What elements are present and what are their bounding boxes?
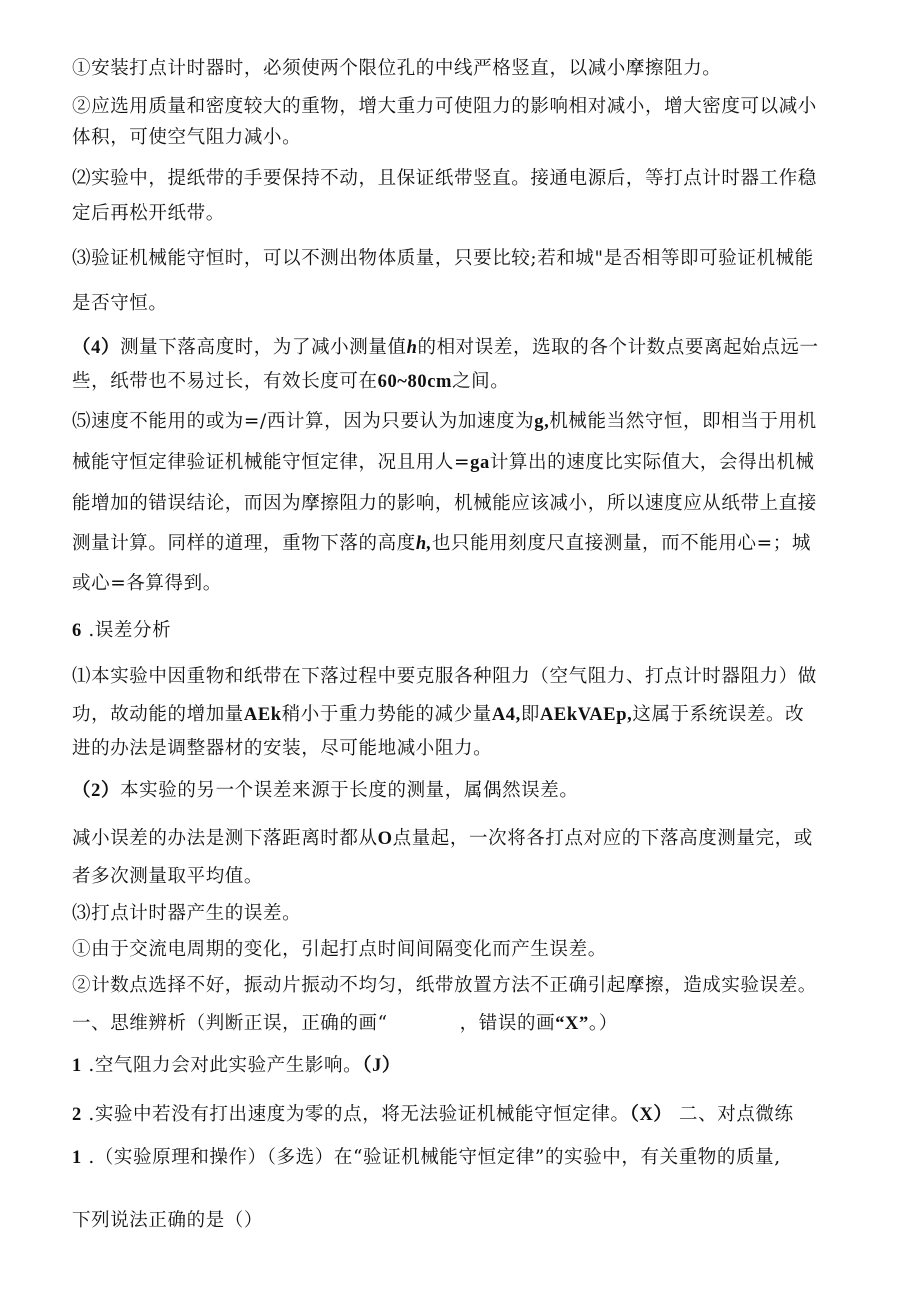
text-line: ⑶打点计时器产生的误差。 <box>72 903 302 924</box>
text-line: 是否守恒。 <box>72 293 168 314</box>
text-line <box>72 532 811 556</box>
bold-value: A4, <box>491 705 521 725</box>
text-run: ⑸速度不能用的或为=/西计算，因为只要认为加速度为 <box>72 411 535 432</box>
text-line: 下列说法正确的是（） <box>72 1210 264 1231</box>
text-line: 能增加的错误结论，而因为摩擦阻力的影响，机械能应该减小，所以速度应从纸带上直接 <box>72 493 817 514</box>
text-run: 减小误差的办法是测下落距离时都从 <box>72 828 378 849</box>
text-run: 的相对误差，选取的各个计数点要离起始点远一 <box>417 337 819 358</box>
text-line: ②应选用质量和密度较大的重物，增大重力可使阻力的影响相对减小，增大密度可以减小 <box>72 96 817 117</box>
text-line: ②计数点选择不好，振动片振动不均匀，纸带放置方法不正确引起摩擦，造成实验误差。 <box>72 975 817 996</box>
text-run: 些，纸带也不易过长，有效长度可在 <box>72 371 378 392</box>
text-line <box>72 410 817 434</box>
text-run: 点量起，一次将各打点对应的下落高度测量完，或 <box>392 828 813 849</box>
section-heading <box>72 619 171 643</box>
question-text: .实验中若没有打出速度为零的点，将无法验证机械能守恒定律。 <box>81 1104 630 1125</box>
text-line: ①由于交流电周期的变化，引起打点时间间隔变化而产生误差。 <box>72 939 607 960</box>
text-line: 体积，可使空气阻力减小。 <box>72 127 302 148</box>
answer-mark: （J） <box>362 1056 402 1076</box>
bold-value: “X” <box>555 1014 589 1034</box>
text-run: 。） <box>588 1013 618 1034</box>
bold-value: AEk <box>243 705 282 725</box>
item-number: （4） <box>72 338 121 358</box>
text-line: 定后再松开纸带。 <box>72 203 225 224</box>
math-symbol: h, <box>415 534 432 554</box>
text-run: 本实验的另一个误差来源于长度的测量，属偶然误差。 <box>120 780 579 801</box>
text-run: 这属于系统误差。改 <box>632 704 805 725</box>
text-run: ，错误的画 <box>459 1013 556 1034</box>
text-line: ⑴本实验中因重物和纸带在下落过程中要克服各种阻力（空气阻力、打点计时器阻力）做 <box>72 666 817 687</box>
text-line <box>72 370 509 394</box>
text-line: ⑶验证机械能守恒时，可以不测出物体质量，只要比较;若和城"是否相等即可验证机械能 <box>72 248 814 269</box>
text-line <box>72 827 813 851</box>
section-number: 6 <box>72 621 82 641</box>
bold-value: O <box>377 829 393 849</box>
item-number: （2） <box>72 781 121 801</box>
question-item <box>72 1054 401 1078</box>
math-symbol: h <box>406 338 418 358</box>
text-run: 稍小于重力势能的减少量 <box>281 704 492 725</box>
text-run: 即 <box>520 704 540 725</box>
question-number: 1 <box>72 1056 82 1076</box>
text-run: 测量下落高度时，为了减小测量值 <box>120 337 407 358</box>
text-line <box>72 451 815 475</box>
text-run: 一、思维辨析（判断正误，正确的画“ <box>72 1013 388 1034</box>
text-run: 也只能用刻度尺直接测量，而不能用心=；城 <box>431 533 811 554</box>
question-text: .（实验原理和操作）（多选）在“验证机械能守恒定律”的实验中，有关重物的质量, <box>81 1147 781 1168</box>
text-run: 之间。 <box>452 371 510 392</box>
text-line: ⑵实验中，提纸带的手要保持不动，且保证纸带竖直。接通电源后，等打点计时器工作稳 <box>72 168 817 189</box>
text-line: 进的办法是调整器材的安装，尽可能地减小阻力。 <box>72 738 493 759</box>
section-title: .误差分析 <box>81 620 172 641</box>
text-line: ①安装打点计时器时，必须使两个限位孔的中线严格竖直，以减小摩擦阻力。 <box>72 58 722 79</box>
text-line: 或心=各算得到。 <box>72 573 222 594</box>
text-run: 功，故动能的增加量 <box>72 704 244 725</box>
question-item <box>72 1146 781 1170</box>
bold-value: AEkVAEp, <box>539 705 633 725</box>
text-run: 计算出的速度比实际值大，会得出机械 <box>489 452 815 473</box>
text-line: 者多次测量取平均值。 <box>72 866 264 887</box>
bold-value: ga <box>470 453 490 473</box>
text-line <box>72 703 804 727</box>
exercise-heading <box>72 1012 618 1036</box>
text-run: 测量计算。同样的道理，重物下落的高度 <box>72 533 416 554</box>
text-run: 械能守恒定律验证机械能守恒定律，况且用人= <box>72 452 471 473</box>
question-text: .空气阻力会对此实验产生影响。 <box>81 1055 363 1076</box>
text-run: 机械能当然守恒，即相当于用机 <box>549 411 817 432</box>
answer-mark: （X） <box>629 1105 673 1125</box>
bold-value: g, <box>534 412 550 432</box>
question-item <box>72 1103 794 1127</box>
text-run: 二、对点微练 <box>672 1104 794 1125</box>
question-number: 2 <box>72 1105 82 1125</box>
text-line <box>72 336 819 360</box>
question-number: 1 <box>72 1148 82 1168</box>
text-line <box>72 779 578 803</box>
bold-value: 60~80cm <box>377 372 453 392</box>
